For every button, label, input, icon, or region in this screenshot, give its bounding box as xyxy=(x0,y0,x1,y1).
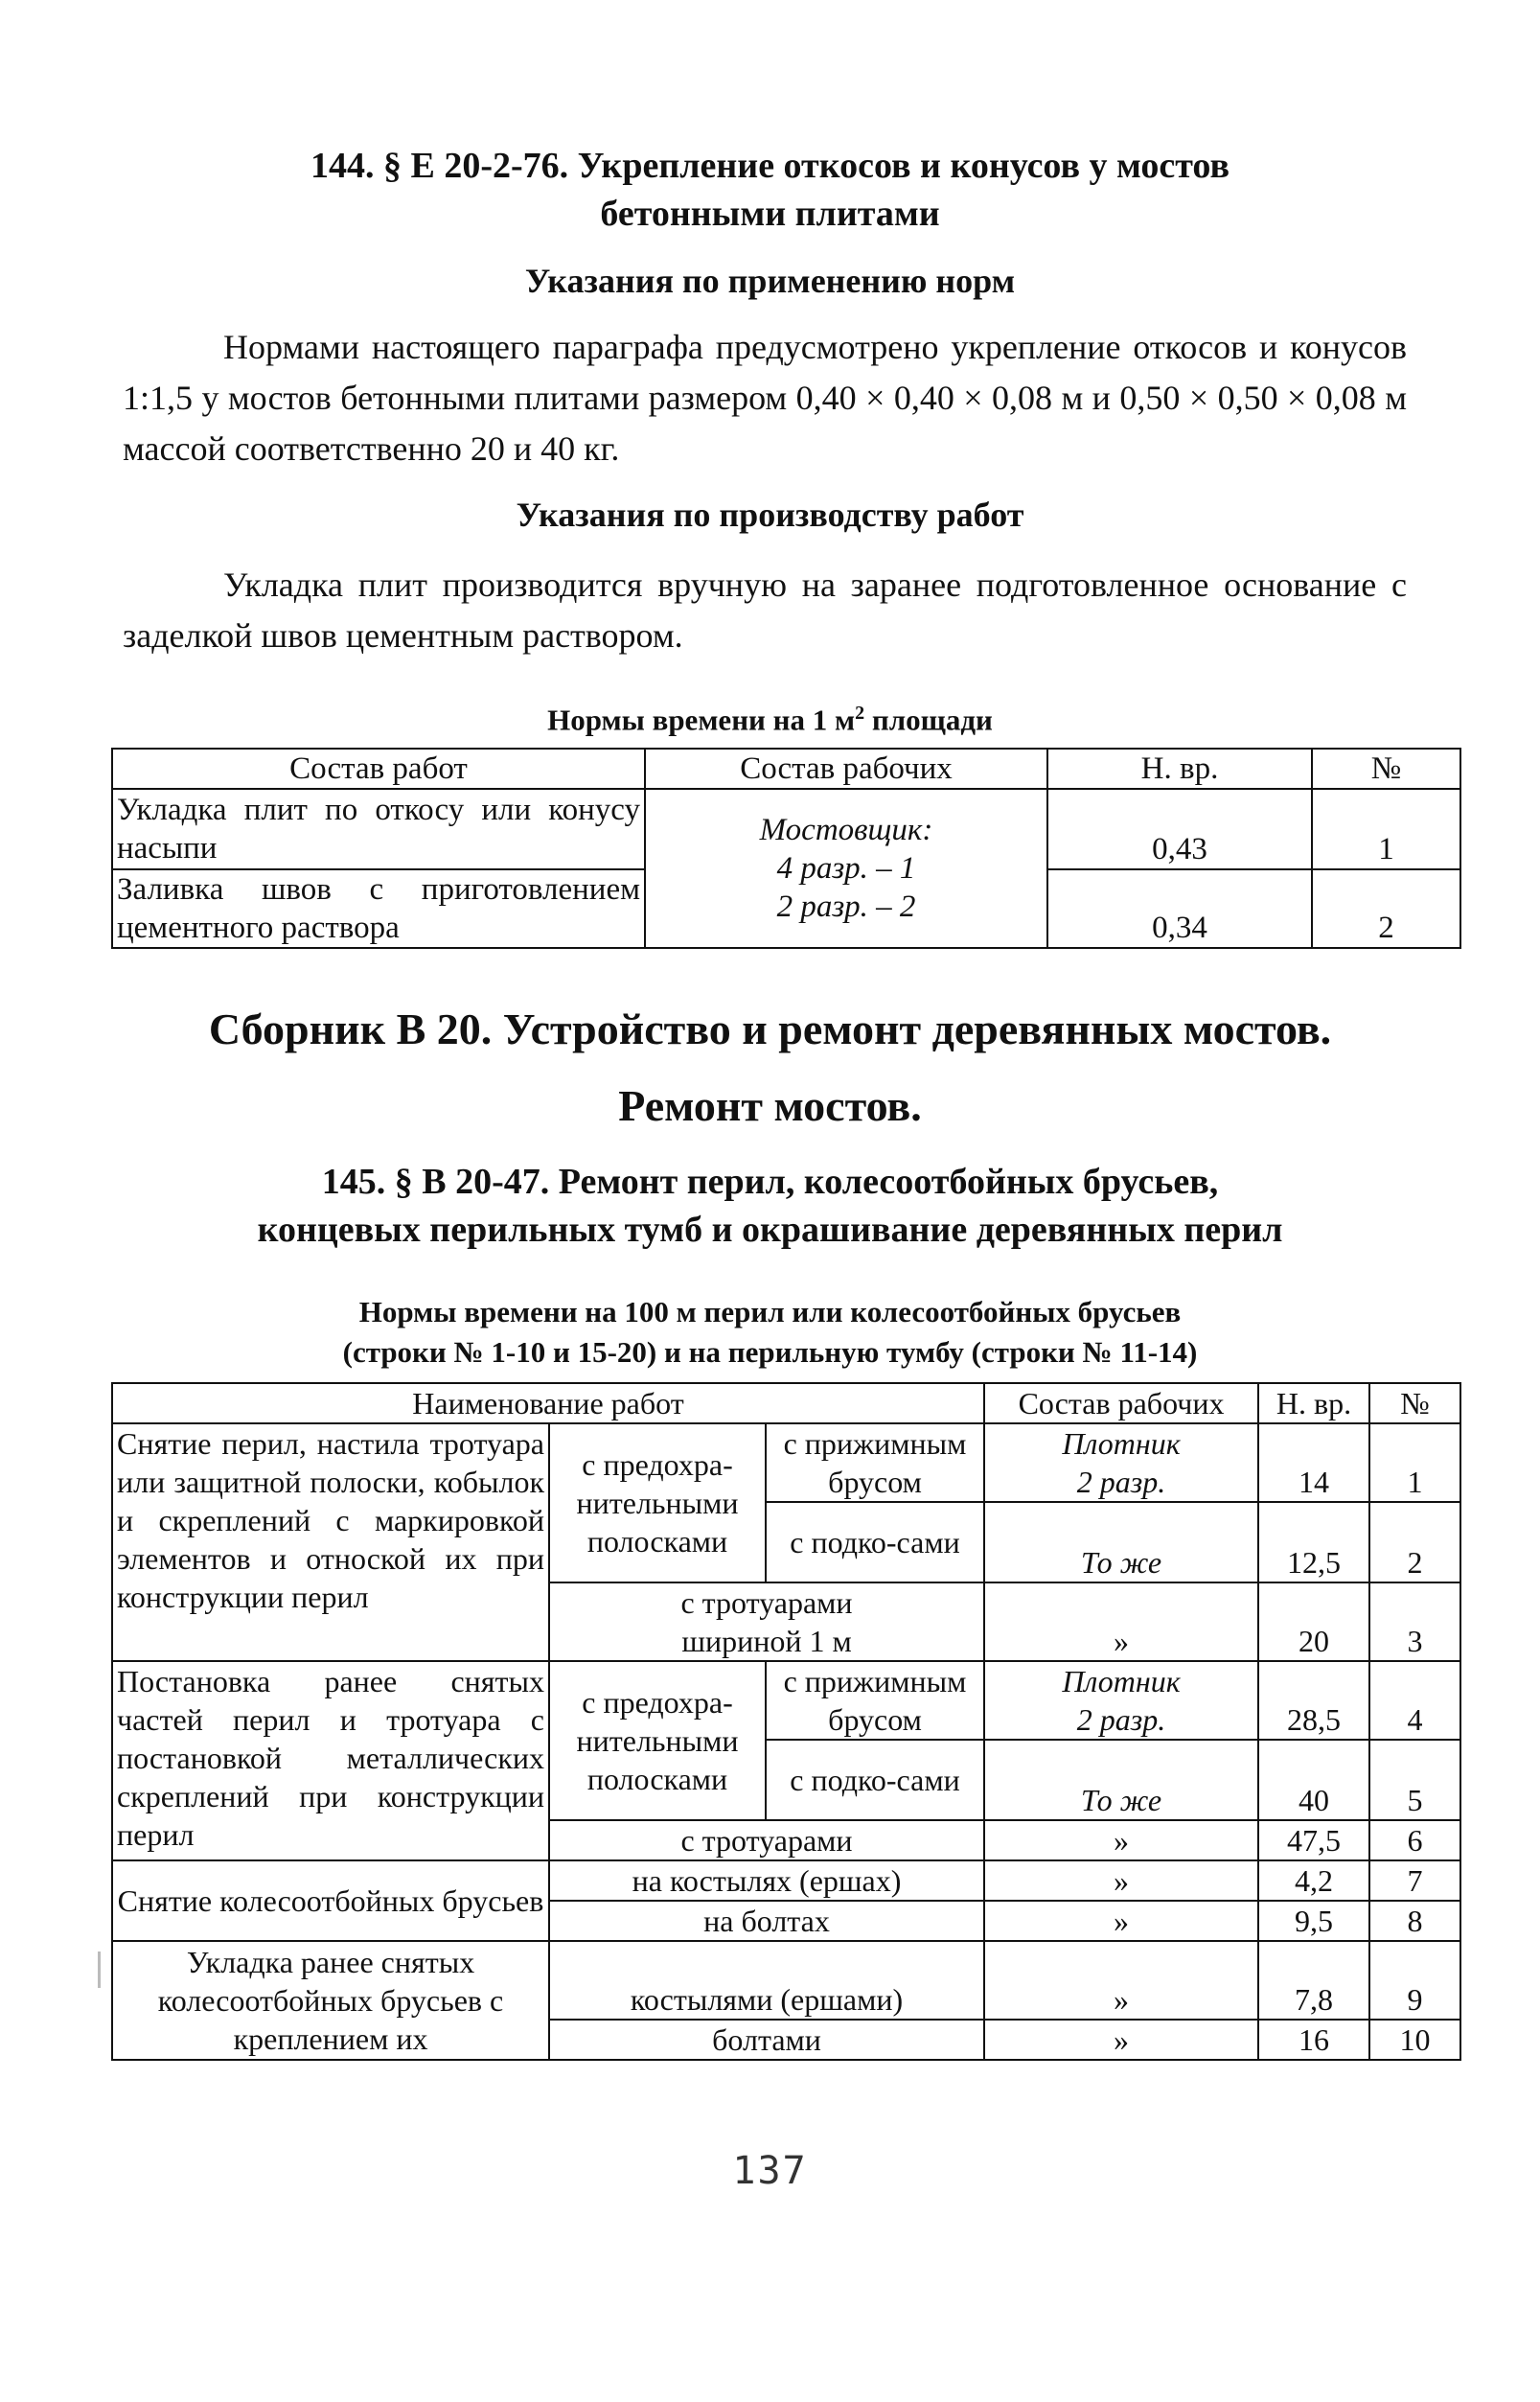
detail-cell: с прижимным брусом xyxy=(766,1661,984,1740)
workers-line: Мостовщик: xyxy=(759,813,933,847)
norms-table-144 xyxy=(111,748,1461,949)
detail-cell: на костылях (ершах) xyxy=(549,1860,984,1901)
detail-line: шириной 1 м xyxy=(681,1624,852,1658)
workers-line: 4 разр. – 1 xyxy=(776,851,916,886)
header-workers: Состав рабочих xyxy=(984,1383,1258,1423)
table1-caption-main: Нормы времени на 1 м xyxy=(547,703,856,737)
section-145-title xyxy=(0,1158,1540,1254)
table-row xyxy=(112,1661,1460,1740)
detail-cell: с тротуарами xyxy=(549,1820,984,1860)
time-cell: 9,5 xyxy=(1258,1901,1369,1941)
table2-caption xyxy=(0,1292,1540,1373)
time-cell: 28,5 xyxy=(1258,1661,1369,1740)
time-cell: 12,5 xyxy=(1258,1502,1369,1582)
work-name-cell: Снятие перил, настила тротуара или защитной полоски, кобылок и скреплений с маркировкой элементов и отноской их при конструкции перил xyxy=(112,1423,549,1661)
table-row xyxy=(112,1941,1460,2020)
workers-cell xyxy=(984,1423,1258,1502)
subtype-cell: с предохра-нительными полосками xyxy=(549,1661,766,1820)
number-cell: 2 xyxy=(1369,1502,1460,1582)
header-time: Н. вр. xyxy=(1258,1383,1369,1423)
detail-cell: с прижимным брусом xyxy=(766,1423,984,1502)
header-number: № xyxy=(1369,1383,1460,1423)
workers-cell: То же xyxy=(984,1502,1258,1582)
number-cell: 3 xyxy=(1369,1582,1460,1661)
time-cell: 40 xyxy=(1258,1740,1369,1820)
section-144-title-line2: бетонными плитами xyxy=(600,194,940,234)
table1-caption-sup: 2 xyxy=(855,703,865,724)
number-cell: 4 xyxy=(1369,1661,1460,1740)
time-cell: 14 xyxy=(1258,1423,1369,1502)
section-144-title-line1: 144. § Е 20-2-76. Укрепление откосов и конусов у мостов xyxy=(310,146,1230,186)
number-cell: 6 xyxy=(1369,1820,1460,1860)
workers-line: Плотник xyxy=(1062,1426,1181,1461)
workers-line: 2 разр. xyxy=(1076,1465,1166,1499)
number-cell: 2 xyxy=(1312,869,1460,948)
workers-line: Плотник xyxy=(1062,1664,1181,1698)
table2-caption-line2: (строки № 1-10 и 15-20) и на перильную тумбу (строки № 11-14) xyxy=(342,1335,1198,1369)
detail-cell: болтами xyxy=(549,2020,984,2060)
table1-caption xyxy=(0,692,1540,741)
table-row xyxy=(112,1860,1460,1901)
table-header-row xyxy=(112,1383,1460,1423)
section-145-title-line1: 145. § В 20-47. Ремонт перил, колесоотбойных брусьев, xyxy=(321,1162,1219,1202)
number-cell: 9 xyxy=(1369,1941,1460,2020)
workers-cell: » xyxy=(984,1820,1258,1860)
norms-table-145 xyxy=(111,1382,1461,2061)
workers-cell: » xyxy=(984,1901,1258,1941)
detail-cell: с подко-сами xyxy=(766,1502,984,1582)
header-work-name: Наименование работ xyxy=(112,1383,984,1423)
work-heading xyxy=(0,491,1540,539)
workers-cell: » xyxy=(984,1582,1258,1661)
table-row xyxy=(112,789,1460,869)
work-name-cell: Укладка ранее снятых колесоотбойных брусьев с креплением их xyxy=(112,1941,549,2060)
work-name-cell: Снятие колесоотбойных брусьев xyxy=(112,1860,549,1941)
time-cell: 16 xyxy=(1258,2020,1369,2060)
header-workers: Состав рабочих xyxy=(645,749,1047,789)
number-cell: 7 xyxy=(1369,1860,1460,1901)
number-cell: 5 xyxy=(1369,1740,1460,1820)
header-work: Состав работ xyxy=(112,749,645,789)
time-cell: 0,43 xyxy=(1047,789,1312,869)
number-cell: 1 xyxy=(1369,1423,1460,1502)
time-cell: 4,2 xyxy=(1258,1860,1369,1901)
table-header-row xyxy=(112,749,1460,789)
time-cell: 20 xyxy=(1258,1582,1369,1661)
collection-title: Сборник В 20. Устройство и ремонт деревянных мостов. xyxy=(208,1005,1332,1053)
usage-heading: Указания по применению норм xyxy=(524,262,1016,300)
workers-cell: То же xyxy=(984,1740,1258,1820)
workers-cell: » xyxy=(984,1941,1258,2020)
time-cell: 0,34 xyxy=(1047,869,1312,948)
number-cell: 8 xyxy=(1369,1901,1460,1941)
workers-cell: » xyxy=(984,2020,1258,2060)
workers-cell: » xyxy=(984,1860,1258,1901)
detail-cell xyxy=(549,1582,984,1661)
detail-cell: костылями (ершами) xyxy=(549,1941,984,2020)
detail-line: с тротуарами xyxy=(680,1585,853,1620)
table2-caption-line1: Нормы времени на 100 м перил или колесоотбойных брусьев xyxy=(358,1295,1182,1328)
section-145-title-line2: концевых перильных тумб и окрашивание деревянных перил xyxy=(257,1210,1283,1250)
number-cell: 1 xyxy=(1312,789,1460,869)
workers-cell xyxy=(984,1661,1258,1740)
detail-cell: с подко-сами xyxy=(766,1740,984,1820)
workers-line: 2 разр. xyxy=(1076,1702,1166,1737)
work-cell: Заливка швов с приготовлением цементного раствора xyxy=(112,869,645,948)
time-cell: 7,8 xyxy=(1258,1941,1369,2020)
work-heading-text: Указания по производству работ xyxy=(516,496,1024,534)
workers-line: 2 разр. – 2 xyxy=(776,889,916,924)
usage-paragraph: Нормами настоящего параграфа предусмотрено укрепление откосов и конусов 1:1,5 у мостов бетонными плитами размером 0,40 × 0,40 × 0,08 м и 0,50 × 0,50 × 0,08 м массой соответственно 20 и 40 кг. xyxy=(123,328,1407,468)
subtype-cell: с предохра-нительными полосками xyxy=(549,1423,766,1582)
table1-caption-tail: площади xyxy=(864,703,993,737)
page-number: 137 xyxy=(732,2149,808,2193)
number-cell: 10 xyxy=(1369,2020,1460,2060)
time-cell: 47,5 xyxy=(1258,1820,1369,1860)
table-row xyxy=(112,1423,1460,1502)
work-paragraph: Укладка плит производится вручную на заранее подготовленное основание с заделкой швов цементным раствором. xyxy=(123,566,1407,655)
scan-margin-mark xyxy=(98,1952,101,1988)
detail-cell: на болтах xyxy=(549,1901,984,1941)
header-time: Н. вр. xyxy=(1047,749,1312,789)
work-name-cell: Постановка ранее снятых частей перил и тротуара с постановкой металлических скреплений при конструкции перил xyxy=(112,1661,549,1860)
work-cell: Укладка плит по откосу или конусу насыпи xyxy=(112,789,645,869)
section-144-title xyxy=(0,142,1540,238)
collection-subtitle: Ремонт мостов. xyxy=(618,1081,922,1130)
workers-cell xyxy=(645,789,1047,948)
header-number: № xyxy=(1312,749,1460,789)
